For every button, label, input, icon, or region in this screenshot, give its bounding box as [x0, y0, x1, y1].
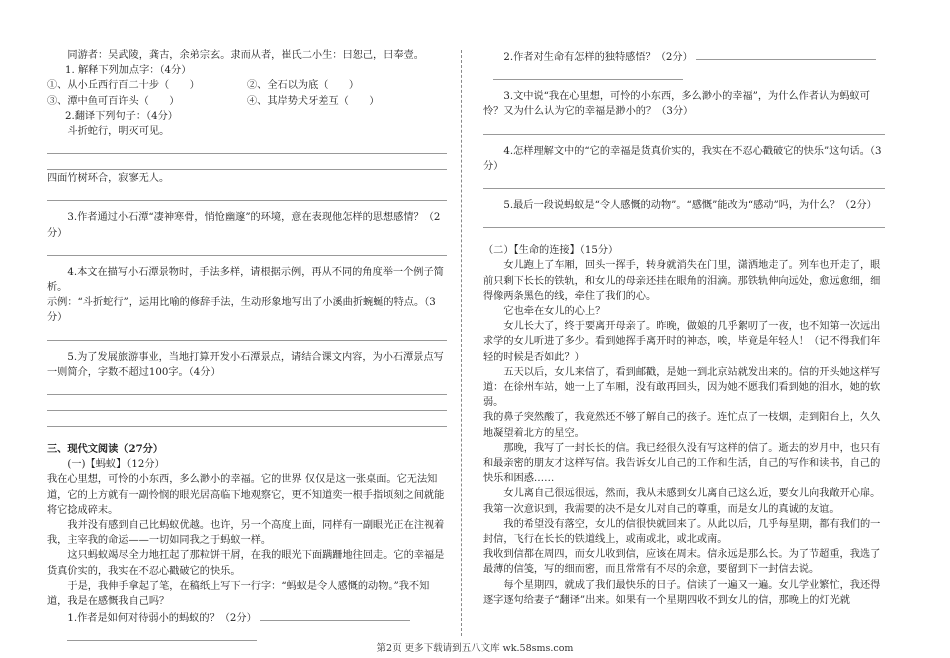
spacer — [483, 81, 885, 89]
q1-item-3: ③、潭中鱼可百许头（ ） — [47, 95, 180, 107]
question-1-items-row2 — [47, 94, 447, 109]
answer-line[interactable] — [47, 380, 447, 395]
passage-2-para-2: 它也牵在女儿的心上？ — [503, 306, 606, 318]
answer-line[interactable] — [47, 326, 447, 341]
question-3: 3.作者通过小石潭“凄神寒骨，悄怆幽邃”的环境，意在表现他怎样的思想感情？（2分） — [47, 212, 441, 239]
pq1-text: 1.作者是如何对待弱小的蚂蚁的？（2分） — [67, 613, 257, 625]
passage-1-title: (一)【蚂蚁】（12分） — [67, 459, 165, 471]
question-1: 1. 解释下列加点字：（4分） — [65, 65, 192, 77]
answer-line[interactable] — [47, 155, 447, 170]
section-3-heading: 三、现代文阅读（27分） — [47, 443, 164, 456]
passage-2-para-3: 女儿长大了，终于要离开母亲了。昨晚，做娘的几乎絮叨了一夜，也不知第一次远出求学的女儿听进了多少。看到她挥手离开时的神态，唉，毕竟是年轻人！（记不得我们年轻的时候是否如此？） — [483, 321, 881, 363]
passage-2-para-8: 我的希望没有落空，女儿的信很快就回来了。从此以后，几乎每星期，都有我们的一封信，飞行在长长的铁道线上，或南或北，或北或南。 — [483, 518, 881, 546]
passage-2-para-4: 五天以后，女儿来信了，看到邮戳，是她一到北京站就发出来的。信的开头她这样写道：在徐州车站，她一上了车厢，没有敢再回头，因为她不愿我们看到她的泪水，她的软弱。 — [483, 366, 881, 409]
inline-answer-line[interactable] — [260, 609, 410, 621]
answer-line[interactable] — [483, 120, 885, 135]
answer-line[interactable] — [47, 396, 447, 411]
answer-line[interactable] — [47, 186, 447, 201]
answer-line[interactable] — [47, 412, 447, 427]
column-divider — [461, 50, 462, 636]
question-5: 5.为了发展旅游事业，当地打算开发小石潭景点，请结合课文内容，为小石潭景点写一则简介，字数不超过100字。（4分） — [47, 351, 444, 378]
passage-1-para-1: 我在心里想，可怜的小东西，多么渺小的幸福。它的世界 仅仅是这一张桌面。它无法知道，它的上方就有一副怜悯的眼光居高临下地观察它，更不知道奕一根手指顷刻之间就能将它捻成碎末。 — [47, 474, 445, 516]
answer-line[interactable] — [483, 213, 885, 228]
question-4-example: 示例：“斗折蛇行”，运用比喻的修辞手法，生动形象地写出了小溪曲折蜿蜒的特点。（3分） — [47, 297, 436, 324]
passage-1-para-2: 我并没有感到自己比蚂蚁优越。也许，另一个高度上面，同样有一副眼光正在注视着我，主宰我的命运——一切如同我之于蚂蚁一样。 — [47, 520, 445, 547]
question-4: 4.本文在描写小石潭景物时，手法多样，请根据示例，再从不同的角度举一个例子简析。 — [47, 266, 444, 294]
q2-sentence-2: 四面竹树环合，寂寥无人。 — [47, 173, 170, 185]
answer-line[interactable] — [483, 174, 885, 189]
answer-line[interactable] — [493, 65, 683, 80]
passage-2-title: （二）【生命的连接】（15分） — [483, 245, 619, 257]
q1-item-2: ②、全石以为底（ ） — [247, 80, 360, 92]
q1-item-4: ④、其岸势犬牙差互（ ） — [247, 95, 380, 107]
passage-2-para-9: 我收到信都在周四，而女儿收到信，应该在周末。信永远是那么长。为了节超重，我选了最薄的信笺，写的细而密，而且常常有不尽的余意，要留到下一封信去说。 — [483, 549, 881, 576]
q1-item-1: ①、从小丘西行百二十步（ ） — [47, 80, 200, 92]
spacer — [47, 342, 447, 350]
passage-1-question-1 — [47, 609, 447, 626]
passage-2-para-7: 女儿离自己很远很远，然而，我从未感到女儿离自己这么近，要女儿向我敞开心扉。我第一次意识到，我需要的决不是女儿对自己的尊重，而是女儿的真诚的友谊。 — [483, 488, 881, 515]
passage-1-para-3: 这只蚂蚁竭尽全力地扛起了那粒饼干屑，在我的眼光下面蹒跚地往回走。它的幸福是货真价实的，我实在不忍心戳破它的快乐。 — [47, 550, 445, 577]
passage-1-para-4: 于是，我伸手拿起了笔，在稿纸上写下一行字：“蚂蚁是令人感慨的动物。”我不知道，我是在感慨我自己吗？ — [47, 580, 430, 608]
passage-1-question-4: 4.怎样理解文中的“它的幸福是货真价实的，我实在不忍心戳破它的快乐”这句话。（3分） — [483, 145, 882, 172]
passage-2-para-1: 女儿跑上了车厢，回头一挥手，转身就消失在门里，潇洒地走了。列车也开走了，眼前只剩下长长的铁轨，和女儿的母亲还挂在眼角的泪滴。那铁轨伸向远处，愈远愈细，细得像两条黑色的线，牵住了我们的心。 — [483, 260, 881, 302]
spacer — [483, 229, 885, 243]
spacer — [47, 257, 447, 265]
question-2: 2.翻译下列句子：（4分） — [65, 110, 178, 122]
q2-sentence-1: 斗折蛇行，明灭可见。 — [67, 126, 170, 138]
passage-2-para-5: 我的鼻子突然酸了，我竟然还不够了解自己的孩子。连忙点了一枝烟，走到阳台上，久久地凝望着北方的星空。 — [483, 412, 881, 439]
pq2-text: 2.作者对生命有怎样的独特感悟？（2分） — [503, 52, 693, 63]
spacer — [47, 202, 447, 210]
passage-1-question-3: 3.文中说“我在心里想，可怜的小东西，多么渺小的幸福”，为什么作者认为蚂蚁可怜？又为什么认为它的幸福是渺小的？（3分） — [483, 91, 870, 118]
spacer — [47, 428, 447, 442]
answer-line[interactable] — [47, 241, 447, 256]
page-footer: 第2页 更多下载请到五八文库 wk.58sms.com — [376, 643, 574, 654]
answer-line[interactable] — [47, 139, 447, 154]
question-1-items-row1 — [47, 78, 447, 93]
passage-1-question-2 — [483, 48, 885, 65]
left-column — [47, 48, 447, 642]
inline-answer-line[interactable] — [696, 48, 876, 60]
companions-text: 同游者：吴武陵，龚古，余弟宗玄。隶而从者，崔氏二小生：曰恕己，曰奉壹。 — [67, 50, 424, 61]
spacer — [483, 136, 885, 144]
passage-2-para-10: 每个星期四，就成了我们最快乐的日子。信读了一遍又一遍。女儿学业繁忙，我还得逐字逐句给妻子“翻译”出来。如果有一个星期四收不到女儿的信，那晚上的灯光就 — [483, 579, 881, 606]
passage-2-para-6: 那晚，我写了一封长长的信。我已经很久没有写这样的信了。逝去的岁月中，也只有和最亲密的朋友才这样写信。我告诉女儿自己的工作和生活，自己的写作和读书，自己的快乐和困惑…… — [483, 442, 881, 485]
right-column — [483, 48, 885, 608]
passage-1-question-5: 5.最后一段说蚂蚁是“令人感慨的动物”。“感慨”能改为“感动”吗，为什么？（2分） — [503, 200, 877, 212]
spacer — [483, 190, 885, 198]
